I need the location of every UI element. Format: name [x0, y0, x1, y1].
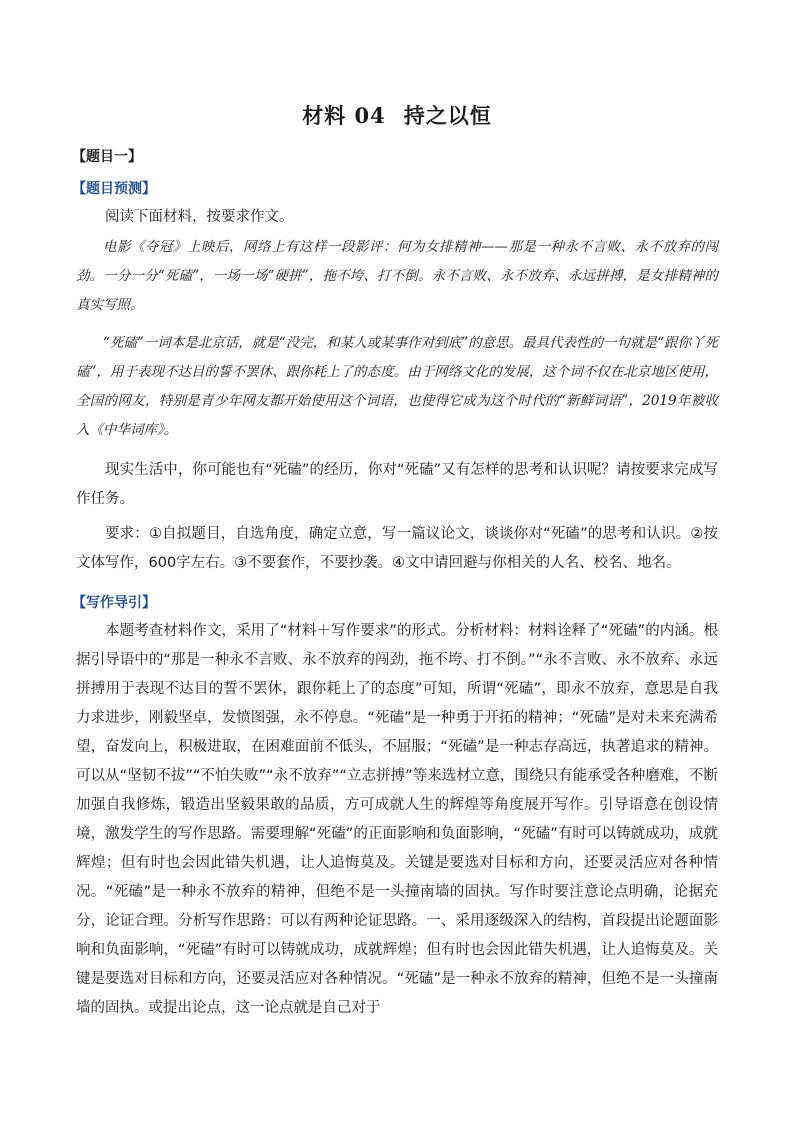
writing-requirements: 要求：①自拟题目，自选角度，确定立意，写一篇议论文，谈谈你对“死磕”的思考和认识。②按文体写作，600字左右。③不要套作，不要抄袭。④文中请回避与你相关的人名、校名、地名。 — [76, 526, 718, 571]
material-paragraph-1: 电影《夺冠》上映后，网络上有这样一段影评：何为女排精神——那是一种永不言败、永不放弃的闯劲。一分一分“死磕”，一场一场“硬拼”，拖不垮、打不倒。永不言败、永不放弃、永远拼搏，是女排精神的真实写照。 — [76, 239, 718, 313]
writing-question: 现实生活中，你可能也有“死磕”的经历，你对“死磕”又有怎样的思考和认识呢？请按要求完成写作任务。 — [76, 462, 718, 507]
guidance-body: 本题考查材料作文，采用了“材料＋写作要求”的形式。分析材料：材料诠释了“死磕”的内涵。根据引导语中的“那是一种永不言败、永不放弃的闯劲，拖不垮、打不倒。”“永不言败、永不放弃、永远拼搏用于表现不达目的誓不罢休，跟你耗上了的态度”可知，所谓“死磕”，即永不放弃，意思是自我力求进步，刚毅坚卓，发愤图强，永不停息。“死磕”是一种勇于开拓的精神；“死磕”是对未来充满希望，奋发向上，积极进取，在困难面前不低头，不屈服；“死磕”是一种志存高远，执著追求的精神。可以从“坚韧不拔”“不怕失败”“永不放弃”“立志拼搏”等来选材立意，围绕只有能承受各种磨难，不断加强自我修炼，锻造出坚毅果敢的品质，方可成就人生的辉煌等角度展开写作。引导语意在创设情境，激发学生的写作思路。需要理解“死磕”的正面影响和负面影响，“死磕”有时可以铸就成功，成就辉煌；但有时也会因此错失机遇，让人追悔莫及。关键是要选对目标和方向，还要灵活应对各种情况。“死磕”是一种永不放弃的精神，但绝不是一头撞南墙的固执。写作时要注意论点明确，论据充分，论证合理。分析写作思路：可以有两种论证思路。一、采用逐级深入的结构，首段提出论题面影响和负面影响，“死磕”有时可以铸就成功，成就辉煌；但有时也会因此错失机遇，让人追悔莫及。关键是要选对目标和方向，还要灵活应对各种情况。“死磕”是一种永不放弃的精神，但绝不是一头撞南墙的固执。或提出论点，这一论点就是自己对于 — [76, 623, 718, 1016]
prompt-intro: 阅读下面材料，按要求作文。 — [105, 209, 294, 225]
section-label-prediction: 【题目预测】 — [72, 181, 156, 197]
section-label-question-one: 【题目一】 — [72, 149, 142, 165]
page-title — [0, 100, 794, 130]
title-main: 材料 04 — [302, 103, 386, 128]
section-label-guidance: 【写作导引】 — [72, 595, 156, 611]
title-sub: 持之以恒 — [403, 103, 492, 128]
material-paragraph-2: “死磕”一词本是北京话，就是“没完，和某人或某事作对到底”的意思。最具代表性的一句就是“跟你丫死磕”，用于表现不达目的誓不罢休、跟你耗上了的态度。由于网络文化的发展，这个词不仅在北京地区使用，全国的网友，特别是青少年网友都开始使用这个词语，也使得它成为这个时代的“新鲜词语”，2019年被收入《中华词库》。 — [76, 335, 719, 438]
